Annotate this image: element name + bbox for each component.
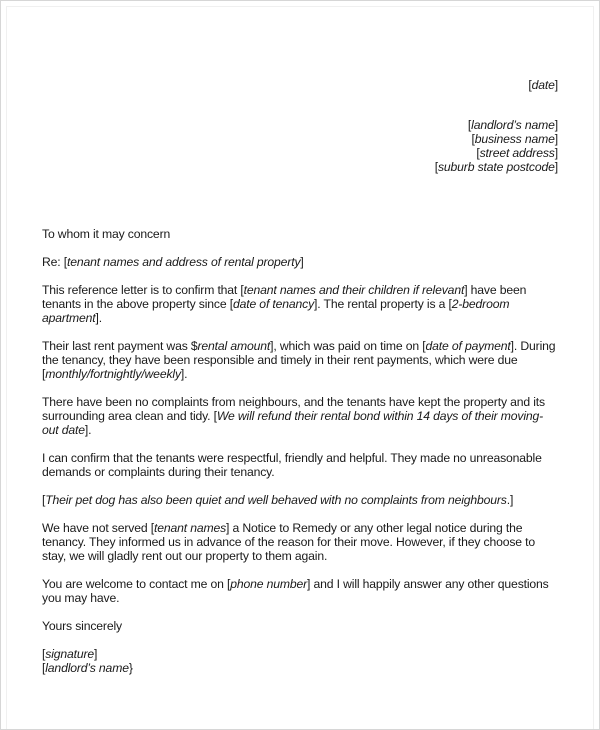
page-margin-line [6, 6, 7, 729]
paragraph-contact: You are welcome to contact me on [phone number] and I will happily answer any other questions you may have. [42, 577, 549, 605]
placeholder: Their pet dog has also been quiet and well behaved with no complaints from neighbours [45, 493, 507, 507]
text: . The rental property is a [317, 297, 449, 311]
re-label: Re: [42, 255, 64, 269]
recipient-address [258, 118, 558, 174]
placeholder: signature [45, 647, 95, 661]
paragraph-notice: We have not served [tenant names] a Notice to Remedy or any other legal notice during the tenancy. They informed us in advance of the reason for their move. However, if they choose to stay, we will gladly rent out our property to them again. [42, 521, 536, 563]
placeholder: 2-bedroom apartment [42, 297, 510, 325]
closing: Yours sincerely [42, 619, 122, 633]
text: . During the tenancy, they have been responsible and timely in their rent payments, which were due [42, 339, 556, 367]
address-line: [landlord’s name] [467, 118, 558, 132]
text: a Notice to Remedy or any other legal notice during the tenancy. They informed us in advance of the reason for their move. However, if they choose to stay, we will gladly rent out our property to them again. [42, 521, 536, 563]
placeholder: date of payment [425, 339, 511, 353]
address-line: [suburb state postcode] [434, 160, 558, 174]
paragraph-pet: [Their pet dog has also been quiet and well behaved with no complaints from neighbours.] [42, 493, 514, 507]
text: You are welcome to contact me on [42, 577, 227, 591]
paragraph-conduct: I can confirm that the tenants were respectful, friendly and helpful. They made no unreasonable demands or complaints during their tenancy. [42, 451, 542, 479]
paragraph-confirmation: This reference letter is to confirm that [tenant names and their children if relevant] have been tenants in the above property since [date of tenancy]. The rental property is a [2-bedroom apartment]. [42, 283, 527, 325]
placeholder: monthly/fortnightly/weekly [45, 367, 181, 381]
placeholder: We will refund their rental bond within 14 days of their moving-out date [42, 409, 544, 437]
placeholder: tenant names [153, 521, 227, 535]
placeholder: tenant names and their children if relevant [243, 283, 465, 297]
address-placeholder: landlord’s name [471, 118, 555, 132]
placeholder: rental amount [197, 339, 271, 353]
text: and I will happily answer any other questions you may have. [42, 577, 549, 605]
placeholder: landlord’s name [45, 661, 129, 675]
paragraph-condition: There have been no complaints from neighbours, and the tenants have kept the property and its surrounding area clean and tidy. [We will refund their rental bond within 14 days of their moving-out date]. [42, 395, 545, 437]
salutation: To whom it may concern [42, 227, 171, 241]
placeholder: date of tenancy [232, 297, 315, 311]
address-placeholder: street address [479, 146, 555, 160]
text: . [184, 367, 188, 381]
address-line: [street address] [476, 146, 558, 160]
paragraph-payment: Their last rent payment was $rental amount], which was paid on time on [date of payment]. During the tenancy, they have been responsible and timely in their rent payments, which were due [monthly/fortnightly/weekly]. [42, 339, 556, 381]
text: Their last rent payment was $ [42, 339, 198, 353]
text: have been tenants in the above property since [42, 283, 527, 311]
text: There have been no complaints from neighbours, and the tenants have kept the property and its surrounding area clean and tidy. [42, 395, 545, 423]
address-line: [business name] [471, 132, 558, 146]
text: We have not served [42, 521, 151, 535]
re-placeholder: tenant names and address of rental property [67, 255, 301, 269]
address-placeholder: business name [474, 132, 555, 146]
letter-content [42, 227, 558, 675]
text: This reference letter is to confirm that [42, 283, 241, 297]
re-line: Re: [tenant names and address of rental property] [42, 255, 304, 269]
signoff-name: [landlord’s name} [42, 661, 133, 675]
page-margin-line [6, 6, 594, 7]
signature-line: [signature] [42, 647, 98, 661]
page-margin-line [593, 6, 594, 729]
letter-date: [date] [528, 78, 558, 92]
date-placeholder: date [531, 78, 555, 92]
text: . [98, 311, 103, 325]
text: . [88, 423, 92, 437]
placeholder: phone number [230, 577, 308, 591]
text: , which was paid on time on [273, 339, 423, 353]
address-placeholder: suburb state postcode [437, 160, 555, 174]
